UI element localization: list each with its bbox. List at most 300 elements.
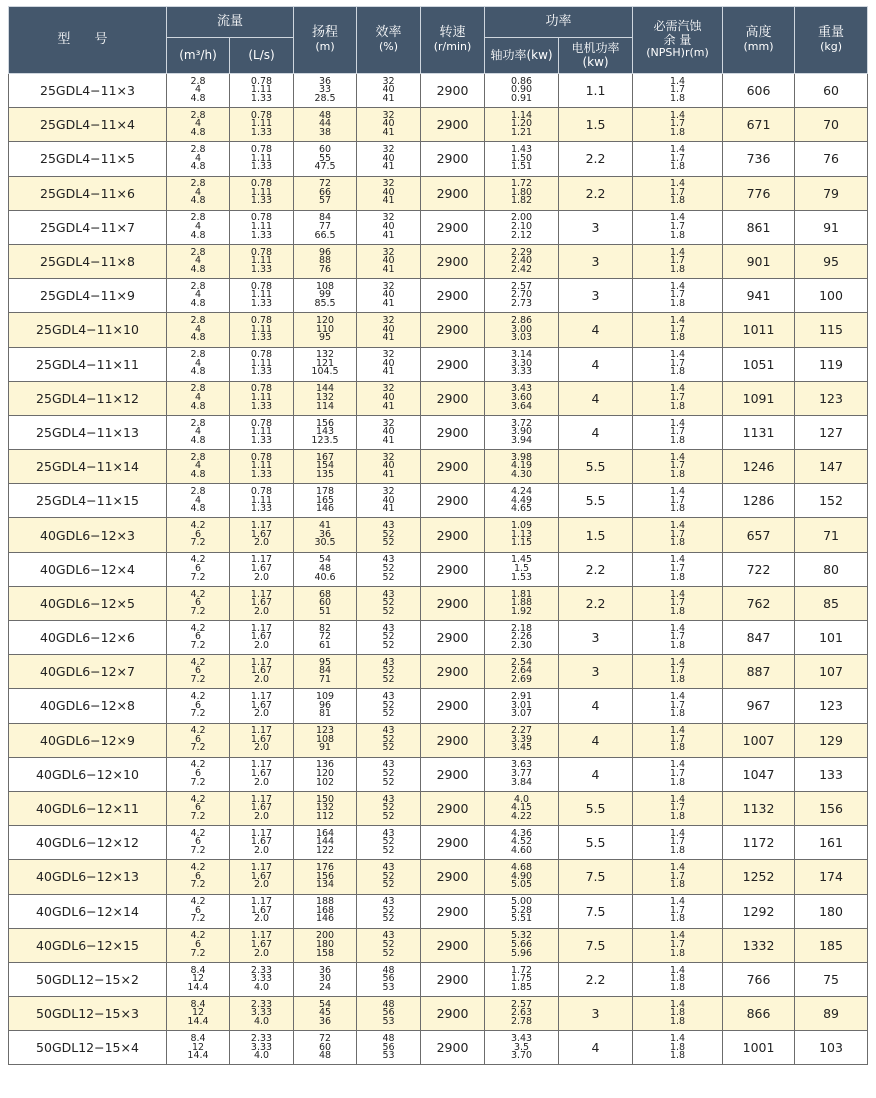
flow-ls-cell-value: 0.78 [250, 383, 273, 395]
model-cell: 40GDL6−12×11 [9, 791, 167, 825]
head-cell-value: 165 [315, 494, 335, 506]
flow-ls-cell-value: 1.67 [250, 528, 273, 540]
efficiency-cell [357, 313, 421, 347]
flow-ls-cell-value: 1.11 [250, 323, 273, 335]
flow-m3h-cell-value: 4 [194, 118, 202, 130]
header-power: 功率 [485, 7, 633, 38]
head-cell-value: 144 [315, 836, 335, 848]
npsh-cell-value: 1.8 [669, 605, 686, 617]
flow-ls-cell-value: 1.17 [250, 588, 273, 600]
npsh-cell-value: 1.4 [669, 622, 686, 634]
head-cell-value: 66.5 [314, 229, 336, 241]
head-cell [294, 142, 357, 176]
flow-m3h-cell-value: 6 [194, 562, 202, 574]
shaft-power-cell [485, 347, 559, 381]
header-speed-label: 转速 [439, 25, 466, 41]
npsh-cell-value: 1.7 [669, 870, 686, 882]
head-cell-value: 158 [315, 947, 335, 959]
efficiency-cell-value: 43 [382, 656, 395, 668]
header-height-unit: (mm) [743, 40, 774, 54]
npsh-cell [633, 962, 723, 996]
npsh-cell-value: 1.4 [669, 520, 686, 532]
head-cell-value: 112 [315, 810, 335, 822]
head-cell-value: 38 [318, 127, 332, 139]
table-row [9, 244, 868, 278]
head-cell-value: 60 [318, 1041, 332, 1053]
shaft-power-cell-value: 4.19 [510, 460, 533, 472]
flow-ls-cell-value: 1.33 [250, 503, 273, 515]
speed-cell: 2900 [421, 860, 485, 894]
npsh-cell-value: 1.4 [669, 451, 686, 463]
npsh-cell-value: 1.8 [669, 1007, 686, 1019]
head-cell-value: 96 [318, 246, 332, 258]
head-cell [294, 997, 357, 1031]
flow-ls-cell-value: 1.33 [250, 263, 273, 275]
flow-m3h-cell-value: 4.8 [190, 468, 206, 480]
header-efficiency [357, 7, 421, 74]
table-row [9, 142, 868, 176]
head-cell-value: 121 [315, 357, 335, 369]
table-row [9, 826, 868, 860]
shaft-power-cell-value: 2.10 [510, 221, 533, 233]
model-cell: 40GDL6−12×6 [9, 621, 167, 655]
table-row [9, 279, 868, 313]
flow-m3h-cell-value: 7.2 [190, 810, 206, 822]
model-cell: 40GDL6−12×3 [9, 518, 167, 552]
head-cell-value: 102 [315, 776, 335, 788]
efficiency-cell-value: 43 [382, 896, 395, 908]
head-cell-value: 167 [315, 451, 335, 463]
motor-power-cell: 7.5 [559, 860, 633, 894]
model-cell: 40GDL6−12×7 [9, 655, 167, 689]
efficiency-cell-value: 32 [382, 178, 395, 190]
efficiency-cell-value: 40 [382, 289, 395, 301]
efficiency-cell-value: 53 [382, 1015, 395, 1027]
efficiency-cell-value: 52 [382, 947, 395, 959]
shaft-power-cell-value: 3.03 [510, 332, 533, 344]
efficiency-cell [357, 894, 421, 928]
efficiency-cell [357, 176, 421, 210]
shaft-power-cell-value: 2.12 [510, 229, 533, 241]
flow-m3h-cell-value: 14.4 [187, 1050, 209, 1062]
head-cell-value: 123.5 [311, 434, 339, 446]
head-cell-value: 40.6 [314, 571, 336, 583]
head-cell-value: 109 [315, 691, 335, 703]
flow-ls-cell [230, 791, 294, 825]
flow-m3h-cell-value: 2.8 [190, 383, 206, 395]
head-cell-value: 36 [318, 964, 332, 976]
flow-ls-cell-value: 1.17 [250, 793, 273, 805]
flow-m3h-cell-value: 8.4 [190, 1032, 206, 1044]
shaft-power-cell [485, 689, 559, 723]
flow-m3h-cell-value: 6 [194, 699, 202, 711]
header-model: 型 号 [9, 7, 167, 74]
flow-ls-cell-value: 1.11 [250, 460, 273, 472]
head-cell-value: 71 [318, 674, 332, 686]
flow-m3h-cell-value: 4 [194, 289, 202, 301]
flow-ls-cell-value: 1.11 [250, 152, 273, 164]
header-head-label: 扬程 [312, 25, 339, 41]
flow-m3h-cell-value: 4.8 [190, 263, 206, 275]
height-cell: 606 [723, 74, 795, 108]
flow-ls-cell-value: 1.67 [250, 802, 273, 814]
speed-cell: 2900 [421, 142, 485, 176]
flow-ls-cell-value: 1.33 [250, 92, 273, 104]
shaft-power-cell [485, 450, 559, 484]
shaft-power-cell-value: 1.43 [510, 144, 533, 156]
motor-power-cell: 1.5 [559, 518, 633, 552]
head-cell-value: 88 [318, 255, 332, 267]
flow-m3h-cell-value: 4 [194, 426, 202, 438]
flow-m3h-cell-value: 6 [194, 665, 202, 677]
model-cell: 25GDL4−11×8 [9, 244, 167, 278]
flow-ls-cell-value: 4.0 [253, 1015, 270, 1027]
npsh-cell-value: 1.7 [669, 665, 686, 677]
npsh-cell [633, 586, 723, 620]
head-cell-value: 54 [318, 554, 332, 566]
head-cell-value: 72 [318, 631, 332, 643]
efficiency-cell-value: 52 [382, 845, 395, 857]
npsh-cell-value: 1.8 [669, 981, 686, 993]
flow-ls-cell-value: 2.33 [250, 998, 273, 1010]
flow-m3h-cell-value: 2.8 [190, 315, 206, 327]
npsh-cell-value: 1.4 [669, 246, 686, 258]
npsh-cell [633, 860, 723, 894]
head-cell-value: 44 [318, 118, 332, 130]
table-row [9, 586, 868, 620]
table-row [9, 210, 868, 244]
shaft-power-cell [485, 552, 559, 586]
npsh-cell-value: 1.8 [669, 468, 686, 480]
shaft-power-cell [485, 894, 559, 928]
model-cell: 25GDL4−11×11 [9, 347, 167, 381]
shaft-power-cell-value: 3.14 [510, 349, 533, 361]
header-npsh [633, 7, 723, 74]
flow-ls-cell [230, 484, 294, 518]
shaft-power-cell-value: 2.26 [510, 631, 533, 643]
shaft-power-cell [485, 518, 559, 552]
shaft-power-cell-value: 2.57 [510, 998, 533, 1010]
flow-ls-cell [230, 518, 294, 552]
shaft-power-cell-value: 4.60 [510, 845, 533, 857]
height-cell: 766 [723, 962, 795, 996]
efficiency-cell-value: 43 [382, 588, 395, 600]
flow-m3h-cell-value: 2.8 [190, 246, 206, 258]
head-cell-value: 144 [315, 383, 335, 395]
efficiency-cell-value: 52 [382, 562, 395, 574]
head-cell [294, 586, 357, 620]
efficiency-cell-value: 52 [382, 836, 395, 848]
npsh-cell-value: 1.7 [669, 391, 686, 403]
npsh-cell-value: 1.7 [669, 323, 686, 335]
flow-ls-cell [230, 621, 294, 655]
flow-m3h-cell-value: 2.8 [190, 109, 206, 121]
efficiency-cell [357, 518, 421, 552]
npsh-cell [633, 621, 723, 655]
npsh-cell-value: 1.7 [669, 528, 686, 540]
efficiency-cell-value: 52 [382, 938, 395, 950]
motor-power-cell: 3 [559, 279, 633, 313]
flow-ls-cell [230, 655, 294, 689]
npsh-cell-value: 1.4 [669, 349, 686, 361]
shaft-power-cell-value: 4.65 [510, 503, 533, 515]
flow-ls-cell-value: 2.0 [253, 639, 270, 651]
head-cell [294, 689, 357, 723]
head-cell-value: 200 [315, 930, 335, 942]
pump-performance-table [8, 6, 868, 1065]
efficiency-cell-value: 52 [382, 674, 395, 686]
shaft-power-cell-value: 1.09 [510, 520, 533, 532]
motor-power-cell: 2.2 [559, 176, 633, 210]
npsh-cell-value: 1.8 [669, 434, 686, 446]
flow-ls-cell-value: 4.0 [253, 981, 270, 993]
npsh-cell [633, 381, 723, 415]
npsh-cell-value: 1.4 [669, 725, 686, 737]
shaft-power-cell-value: 4.49 [510, 494, 533, 506]
shaft-power-cell-value: 2.18 [510, 622, 533, 634]
shaft-power-cell-value: 3.43 [510, 383, 533, 395]
flow-m3h-cell-value: 6 [194, 802, 202, 814]
flow-m3h-cell [167, 347, 230, 381]
efficiency-cell-value: 32 [382, 144, 395, 156]
flow-m3h-cell-value: 4.2 [190, 862, 206, 874]
flow-m3h-cell-value: 4.2 [190, 588, 206, 600]
npsh-cell-value: 1.8 [669, 913, 686, 925]
height-cell: 1292 [723, 894, 795, 928]
efficiency-cell-value: 56 [382, 973, 395, 985]
flow-ls-cell-value: 1.11 [250, 391, 273, 403]
height-cell: 1252 [723, 860, 795, 894]
head-cell [294, 74, 357, 108]
npsh-cell [633, 928, 723, 962]
head-cell-value: 72 [318, 178, 332, 190]
shaft-power-cell-value: 3.07 [510, 708, 533, 720]
speed-cell: 2900 [421, 108, 485, 142]
shaft-power-cell-value: 3.64 [510, 400, 533, 412]
height-cell: 657 [723, 518, 795, 552]
flow-m3h-cell [167, 381, 230, 415]
efficiency-cell [357, 757, 421, 791]
flow-m3h-cell-value: 2.8 [190, 212, 206, 224]
npsh-cell-value: 1.7 [669, 186, 686, 198]
flow-m3h-cell [167, 689, 230, 723]
efficiency-cell-value: 32 [382, 417, 395, 429]
flow-m3h-cell-value: 7.2 [190, 845, 206, 857]
table-row [9, 997, 868, 1031]
header-height [723, 7, 795, 74]
flow-ls-cell [230, 74, 294, 108]
shaft-power-cell-value: 3.90 [510, 426, 533, 438]
shaft-power-cell [485, 826, 559, 860]
flow-ls-cell [230, 826, 294, 860]
flow-ls-cell-value: 0.78 [250, 246, 273, 258]
efficiency-cell-value: 48 [382, 998, 395, 1010]
npsh-cell-value: 1.4 [669, 485, 686, 497]
flow-ls-cell-value: 1.67 [250, 870, 273, 882]
efficiency-cell-value: 52 [382, 913, 395, 925]
speed-cell: 2900 [421, 1031, 485, 1065]
npsh-cell-value: 1.4 [669, 1032, 686, 1044]
flow-ls-cell-value: 1.11 [250, 426, 273, 438]
table-row [9, 74, 868, 108]
head-cell-value: 132 [315, 349, 335, 361]
motor-power-cell: 5.5 [559, 484, 633, 518]
efficiency-cell-value: 40 [382, 357, 395, 369]
npsh-cell-value: 1.7 [669, 768, 686, 780]
shaft-power-cell [485, 313, 559, 347]
efficiency-cell [357, 450, 421, 484]
npsh-cell-value: 1.7 [669, 904, 686, 916]
flow-m3h-cell-value: 7.2 [190, 776, 206, 788]
npsh-cell [633, 210, 723, 244]
height-cell: 1047 [723, 757, 795, 791]
npsh-cell [633, 415, 723, 449]
speed-cell: 2900 [421, 997, 485, 1031]
npsh-cell-value: 1.7 [669, 152, 686, 164]
speed-cell: 2900 [421, 621, 485, 655]
flow-m3h-cell-value: 2.8 [190, 144, 206, 156]
weight-cell: 79 [795, 176, 868, 210]
flow-ls-cell-value: 1.11 [250, 289, 273, 301]
npsh-cell-value: 1.8 [669, 400, 686, 412]
shaft-power-cell [485, 1031, 559, 1065]
npsh-cell [633, 757, 723, 791]
npsh-cell-value: 1.8 [669, 845, 686, 857]
table-row [9, 655, 868, 689]
efficiency-cell-value: 43 [382, 862, 395, 874]
header-flow-m3h: (m³/h) [167, 38, 230, 74]
table-row [9, 381, 868, 415]
shaft-power-cell-value: 2.69 [510, 674, 533, 686]
speed-cell: 2900 [421, 962, 485, 996]
head-cell-value: 51 [318, 605, 332, 617]
flow-m3h-cell-value: 4.2 [190, 622, 206, 634]
height-cell: 1132 [723, 791, 795, 825]
flow-ls-cell-value: 2.0 [253, 845, 270, 857]
npsh-cell [633, 108, 723, 142]
flow-m3h-cell-value: 2.8 [190, 451, 206, 463]
efficiency-cell-value: 48 [382, 964, 395, 976]
head-cell [294, 450, 357, 484]
npsh-cell-value: 1.8 [669, 776, 686, 788]
flow-m3h-cell-value: 4 [194, 186, 202, 198]
shaft-power-cell-value: 4.22 [510, 810, 533, 822]
efficiency-cell-value: 52 [382, 537, 395, 549]
npsh-cell-value: 1.4 [669, 656, 686, 668]
efficiency-cell-value: 52 [382, 699, 395, 711]
header-speed-unit: (r/min) [433, 40, 472, 54]
weight-cell: 115 [795, 313, 868, 347]
height-cell: 1051 [723, 347, 795, 381]
header-flow: 流量 [167, 7, 294, 38]
shaft-power-cell-value: 1.15 [510, 537, 533, 549]
flow-m3h-cell-value: 4.2 [190, 896, 206, 908]
npsh-cell-value: 1.4 [669, 554, 686, 566]
efficiency-cell-value: 41 [382, 366, 395, 378]
flow-m3h-cell-value: 6 [194, 836, 202, 848]
flow-m3h-cell-value: 4.8 [190, 332, 206, 344]
efficiency-cell-value: 52 [382, 904, 395, 916]
shaft-power-cell-value: 3.45 [510, 742, 533, 754]
flow-m3h-cell-value: 4.8 [190, 366, 206, 378]
header-npsh-unit: (NPSH)r(m) [646, 45, 709, 59]
flow-m3h-cell-value: 4.8 [190, 229, 206, 241]
height-cell: 1001 [723, 1031, 795, 1065]
flow-m3h-cell-value: 7.2 [190, 913, 206, 925]
flow-m3h-cell-value: 2.8 [190, 178, 206, 190]
npsh-cell-value: 1.8 [669, 366, 686, 378]
shaft-power-cell-value: 2.42 [510, 263, 533, 275]
head-cell [294, 552, 357, 586]
flow-m3h-cell [167, 655, 230, 689]
shaft-power-cell-value: 1.82 [510, 195, 533, 207]
head-cell-value: 164 [315, 827, 335, 839]
model-cell: 25GDL4−11×4 [9, 108, 167, 142]
motor-power-cell: 4 [559, 415, 633, 449]
flow-ls-cell-value: 0.78 [250, 485, 273, 497]
flow-ls-cell-value: 1.17 [250, 862, 273, 874]
npsh-cell [633, 997, 723, 1031]
npsh-cell-value: 1.8 [669, 537, 686, 549]
flow-m3h-cell-value: 7.2 [190, 537, 206, 549]
weight-cell: 180 [795, 894, 868, 928]
speed-cell: 2900 [421, 791, 485, 825]
head-cell-value: 132 [315, 391, 335, 403]
motor-power-cell: 4 [559, 757, 633, 791]
head-cell-value: 60 [318, 144, 332, 156]
shaft-power-cell-value: 4.0 [513, 793, 530, 805]
flow-ls-cell-value: 0.78 [250, 212, 273, 224]
efficiency-cell [357, 655, 421, 689]
shaft-power-cell-value: 2.91 [510, 691, 533, 703]
weight-cell: 71 [795, 518, 868, 552]
npsh-cell-value: 1.7 [669, 460, 686, 472]
flow-m3h-cell [167, 244, 230, 278]
weight-cell: 103 [795, 1031, 868, 1065]
shaft-power-cell-value: 5.66 [510, 938, 533, 950]
efficiency-cell [357, 210, 421, 244]
shaft-power-cell [485, 655, 559, 689]
weight-cell: 95 [795, 244, 868, 278]
header-weight-label: 重量 [818, 25, 845, 41]
flow-m3h-cell-value: 2.8 [190, 75, 206, 87]
shaft-power-cell-value: 4.36 [510, 827, 533, 839]
head-cell-value: 36 [318, 528, 332, 540]
shaft-power-cell-value: 1.14 [510, 109, 533, 121]
flow-ls-cell-value: 1.67 [250, 631, 273, 643]
flow-ls-cell-value: 1.33 [250, 229, 273, 241]
npsh-cell-value: 1.8 [669, 639, 686, 651]
flow-ls-cell-value: 1.33 [250, 434, 273, 446]
shaft-power-cell-value: 1.51 [510, 161, 533, 173]
head-cell [294, 962, 357, 996]
npsh-cell-value: 1.7 [669, 357, 686, 369]
height-cell: 762 [723, 586, 795, 620]
flow-m3h-cell-value: 4.2 [190, 759, 206, 771]
shaft-power-cell-value: 1.88 [510, 597, 533, 609]
weight-cell: 152 [795, 484, 868, 518]
shaft-power-cell-value: 1.20 [510, 118, 533, 130]
flow-ls-cell-value: 1.11 [250, 118, 273, 130]
motor-power-cell: 2.2 [559, 552, 633, 586]
flow-ls-cell-value: 1.17 [250, 554, 273, 566]
head-cell-value: 36 [318, 75, 332, 87]
efficiency-cell [357, 860, 421, 894]
model-cell: 40GDL6−12×12 [9, 826, 167, 860]
head-cell-value: 85.5 [314, 298, 336, 310]
efficiency-cell-value: 41 [382, 263, 395, 275]
flow-ls-cell-value: 1.33 [250, 298, 273, 310]
